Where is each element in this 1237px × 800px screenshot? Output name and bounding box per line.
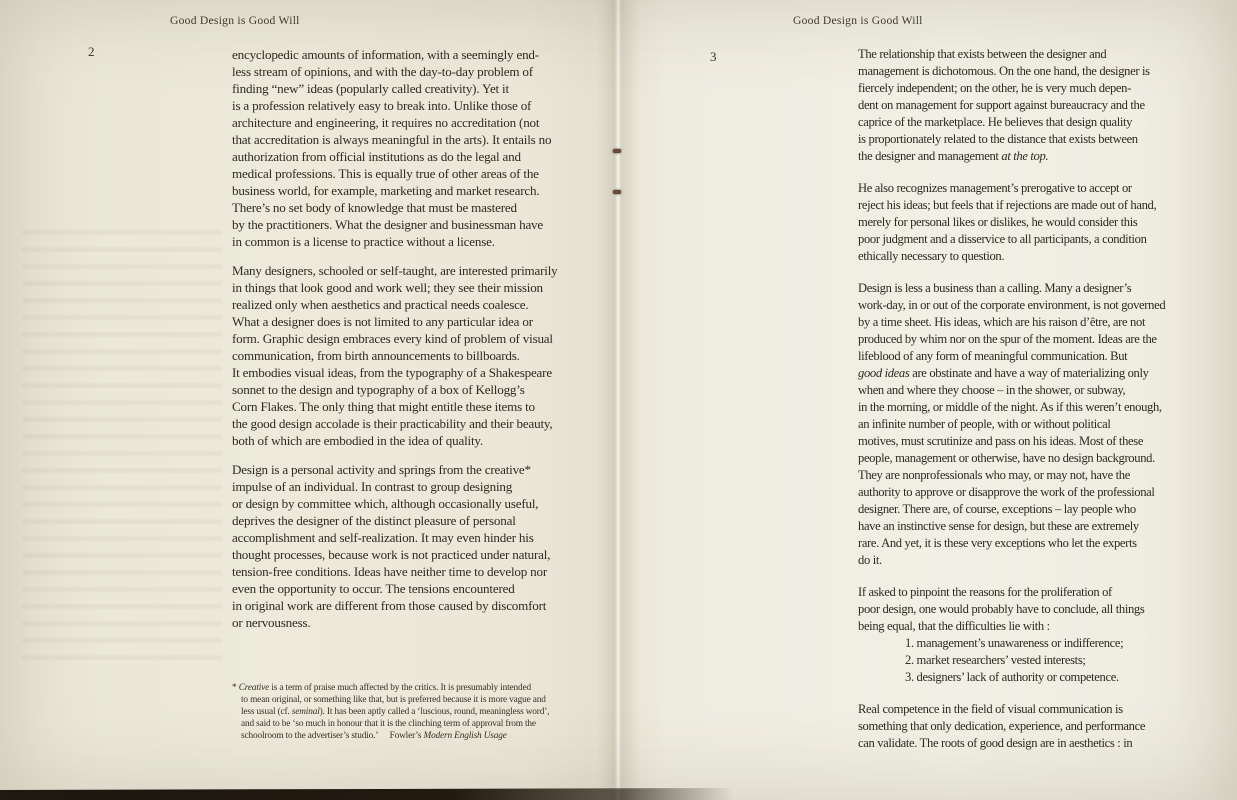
numbered-list: 1. management’s unawareness or indifference; 2. market researchers’ vested interests; 3. designers’ lack of authority or competence. xyxy=(905,636,1124,684)
paragraph: He also recognizes management’s prerogative to accept or reject his ideas; but feels that if rejections are made out of hand, merely for personal likes or dislikes, he would consider this poor judgment and a disservice to all participants, a condition ethically necessary to question. xyxy=(858,181,1157,263)
page-number-left: 2 xyxy=(88,44,95,59)
left-page-body xyxy=(232,46,624,643)
paragraph: The relationship that exists between the designer and management is dichotomous. On the one hand, the designer is fiercely independent; on the other, he is very much depen- dent on management for support against bureaucracy and the caprice of the marketplace. He believes that design quality is proportionately related to the distance that exists between the designer and management at the top. xyxy=(858,47,1150,163)
paragraph: If asked to pinpoint the reasons for the proliferation of poor design, one would probably have to conclude, all things being equal, that the difficulties lie with : xyxy=(858,585,1145,633)
right-page-body xyxy=(858,46,1230,767)
paragraph: encyclopedic amounts of information, with a seemingly end- less stream of opinions, and with the day-to-day problem of finding “new” ideas (popularly called creativity). Yet it is a profession relatively easy to break into. Unlike those of architecture and engineering, it requires no accreditation (not that accreditation is always meaningful in the arts). It entails no authorization from official institutions as do the legal and medical professions. This is equally true of other areas of the business world, for example, marketing and market research. There’s no set body of knowledge that must be mastered by the practitioners. What the designer and businessman have in common is a license to practice without a license. xyxy=(232,47,552,249)
book-bottom-edge xyxy=(0,788,734,800)
paragraph: Many designers, schooled or self-taught, are interested primarily in things that look good and work well; they see their mission realized only when aesthetics and practical needs coalesce. What a designer does is not limited to any particular idea or form. Graphic design embraces every kind of problem of visual communication, from birth announcements to billboards. It embodies visual ideas, from the typography of a Shakespeare sonnet to the design and typography of a box of Kellogg’s Corn Flakes. The only thing that might entitle these items to the good design accolade is their practicability and their beauty, both of which are embodied in the idea of quality. xyxy=(232,263,558,448)
paragraph: Design is less a business than a calling. Many a designer’s work-day, in or out of the corporate environment, is not governed by a time sheet. His ideas, which are his raison d’être, are not produced by whim nor on the spur of the moment. Ideas are the lifeblood of any form of meaningful communication. But good ideas are obstinate and have a way of materializing only when and where they choose – in the shower, or subway, in the morning, or middle of the night. As if this weren’t enough, an infinite number of people, with or without political motives, must scrutinize and pass on his ideas. Most of these people, management or otherwise, have no design background. They are nonprofessionals who may, or may not, have the authority to approve or disapprove the work of the professional designer. There are, of course, exceptions – lay people who have an instinctive sense for design, but these are extremely rare. And yet, it is these very exceptions who let the experts do it. xyxy=(858,281,1166,567)
show-through-ghost xyxy=(22,230,222,665)
page-number-right: 3 xyxy=(710,49,717,64)
paragraph: Design is a personal activity and springs from the creative* impulse of an individual. In contrast to group designing or design by committee which, although occasionally useful, deprives the designer of the distinct pleasure of personal accomplishment and self-realization. It may even hinder his thought processes, because work is not practiced under natural, tension-free conditions. Ideas have neither time to develop nor even the opportunity to occur. The tensions encountered in original work are different from those caused by discomfort or nervousness. xyxy=(232,462,551,630)
running-header-right: Good Design is Good Will xyxy=(793,14,923,27)
paragraph: Real competence in the field of visual communication is something that only dedication, experience, and performance can validate. The roots of good design are in aesthetics : in xyxy=(858,702,1146,750)
footnote: * Creative is a term of praise much affected by the critics. It is presumably intended to mean original, or something like that, but is preferred because it is more vague and less usual (cf. seminal). It has been aptly called a ‘luscious, round, meaningless word’, and said to be ‘so much in honour that it is the clinching term of approval from the schoolroom to the advertiser’s studio.’ Fowler’s Modern English Usage xyxy=(232,683,550,741)
running-header-left: Good Design is Good Will xyxy=(170,14,300,27)
